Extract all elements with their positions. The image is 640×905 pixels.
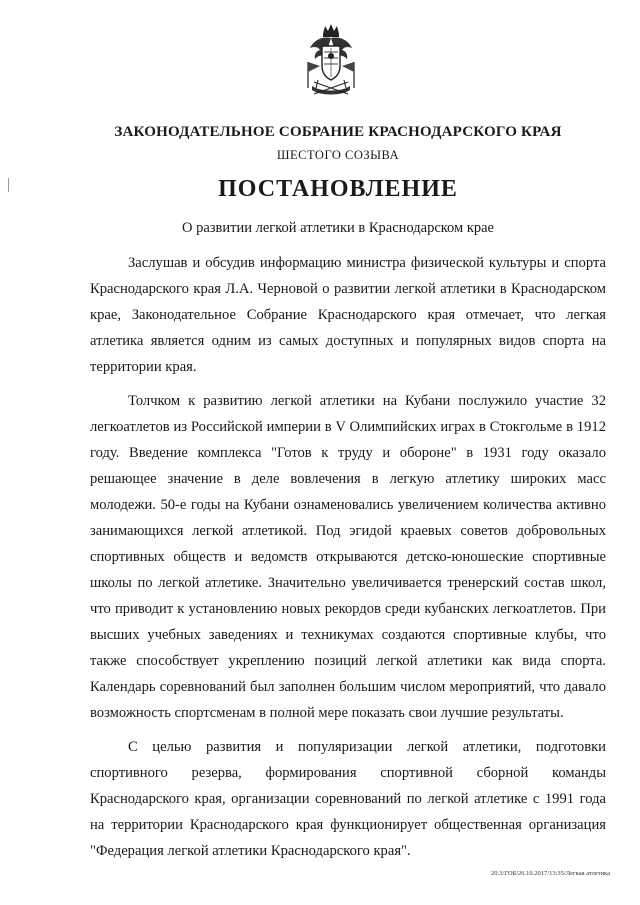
coat-of-arms-icon <box>300 22 362 102</box>
body-paragraph: С целью развития и популяризации легкой атлетики, подготовки спортивного резерва, формирования спортивной сборной команды Краснодарского края, организации соревнований по легкой атлетике с 1991 года на территории Краснодарского края функционирует общественная организация "Федерация легкой атлетики Краснодарского края". <box>90 739 606 859</box>
convocation-label: ШЕСТОГО СОЗЫВА <box>276 148 400 162</box>
document-code: 20.3/ГОБ/26.10.2017/13:35/Легкая атлетика <box>491 870 610 877</box>
organization-name: ЗАКОНОДАТЕЛЬНОЕ СОБРАНИЕ КРАСНОДАРСКОГО КРАЯ <box>114 124 562 140</box>
document-subject: О развитии легкой атлетики в Краснодарском крае <box>182 220 494 236</box>
document-body <box>90 250 606 864</box>
document-type-title: ПОСТАНОВЛЕНИЕ <box>218 176 458 202</box>
body-paragraph: Заслушав и обсудив информацию министра физической культуры и спорта Краснодарского края Л.А. Черновой о развитии легкой атлетики в Краснодарском крае, Законодательное Собрание Краснодарского края отмечает, что легкая атлетика является одним из самых доступных и популярных видов спорта на территории края. <box>90 255 606 375</box>
body-paragraph: Толчком к развитию легкой атлетики на Кубани послужило участие 32 легкоатлетов из Российской империи в V Олимпийских играх в Стокгольме в 1912 году. Введение комплекса "Готов к труду и обороне" в 1931 году оказало решающее значение в деле вовлечения в легкую атлетику широких масс молодежи. 50-е годы на Кубани ознаменовались увеличением количества активно занимающихся легкой атлетикой. Под эгидой краевых советов добровольных спортивных обществ и ведомств открываются детско-юношеские спортивные школы по легкой атлетике. Значительно увеличивается тренерский состав школ, что приводит к установлению новых рекордов среди кубанских легкоатлетов. При высших учебных заведениях и техникумах создаются спортивные клубы, что также способствует укреплению позиций легкой атлетики как вида спорта. Календарь соревнований был заполнен большим числом мероприятий, что давало возможность спортсменам в полной мере показать свои лучшие результаты. <box>90 393 606 721</box>
